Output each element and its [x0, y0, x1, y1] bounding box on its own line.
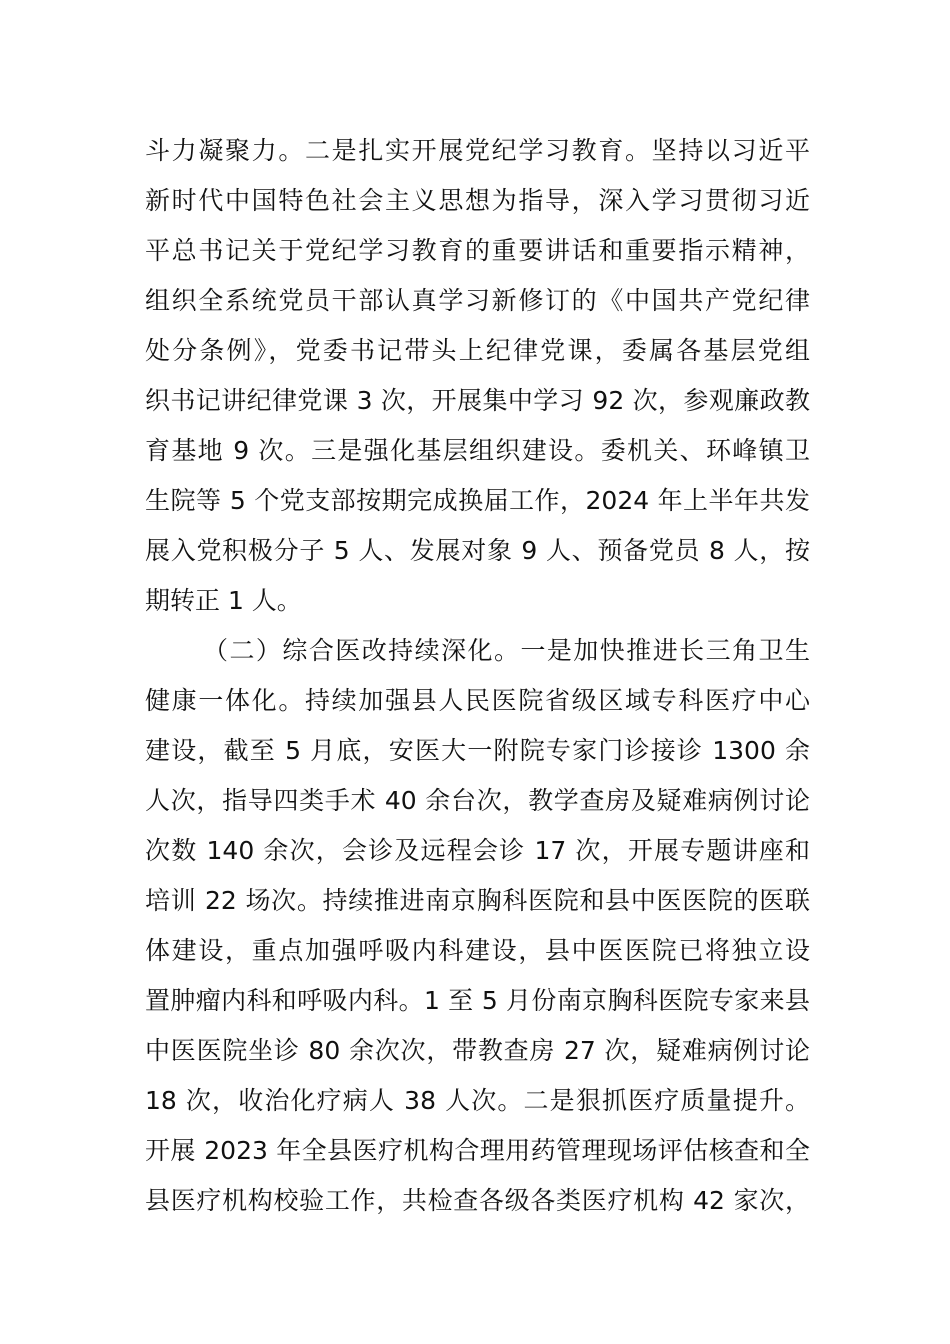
- text-line: 置肿瘤内科和呼吸内科。1 至 5 月份南京胸科医院专家来县: [145, 986, 810, 1015]
- paragraph-medical-reform: [145, 626, 810, 1226]
- text-line: 18 次，收治化疗病人 38 人次。二是狠抓医疗质量提升。: [145, 1086, 810, 1115]
- text-line: 健康一体化。持续加强县人民医院省级区域专科医疗中心: [145, 686, 810, 715]
- text-line: 展入党积极分子 5 人、发展对象 9 人、预备党员 8 人，按: [145, 536, 810, 565]
- text-line: 建设，截至 5 月底，安医大一附院专家门诊接诊 1300 余: [145, 736, 810, 765]
- document-body: [145, 126, 810, 1226]
- section-heading-line: （二）综合医改持续深化。一是加快推进长三角卫生: [203, 636, 810, 665]
- text-line: 组织全系统党员干部认真学习新修订的《中国共产党纪律: [145, 286, 810, 315]
- text-line: 织书记讲纪律党课 3 次，开展集中学习 92 次，参观廉政教: [145, 386, 810, 415]
- text-line: 体建设，重点加强呼吸内科建设，县中医医院已将独立设: [145, 936, 810, 965]
- text-line: 人次，指导四类手术 40 余台次，教学查房及疑难病例讨论: [145, 786, 810, 815]
- text-line: 生院等 5 个党支部按期完成换届工作，2024 年上半年共发: [145, 486, 810, 515]
- paragraph-party-building: [145, 126, 810, 626]
- text-line: 处分条例》，党委书记带头上纪律党课，委属各基层党组: [145, 336, 810, 365]
- text-line: 新时代中国特色社会主义思想为指导，深入学习贯彻习近: [145, 186, 810, 215]
- text-line: 开展 2023 年全县医疗机构合理用药管理现场评估核查和全: [145, 1136, 810, 1165]
- text-line: 平总书记关于党纪学习教育的重要讲话和重要指示精神，: [145, 236, 810, 265]
- text-line: 县医疗机构校验工作，共检查各级各类医疗机构 42 家次，: [145, 1186, 810, 1215]
- text-line: 次数 140 余次，会诊及远程会诊 17 次，开展专题讲座和: [145, 836, 810, 865]
- text-line: 育基地 9 次。三是强化基层组织建设。委机关、环峰镇卫: [145, 436, 810, 465]
- text-line: 斗力凝聚力。二是扎实开展党纪学习教育。坚持以习近平: [145, 136, 810, 165]
- text-line: 培训 22 场次。持续推进南京胸科医院和县中医医院的医联: [145, 886, 810, 915]
- text-line: 期转正 1 人。: [145, 586, 302, 615]
- text-line: 中医医院坐诊 80 余次次，带教查房 27 次，疑难病例讨论: [145, 1036, 810, 1065]
